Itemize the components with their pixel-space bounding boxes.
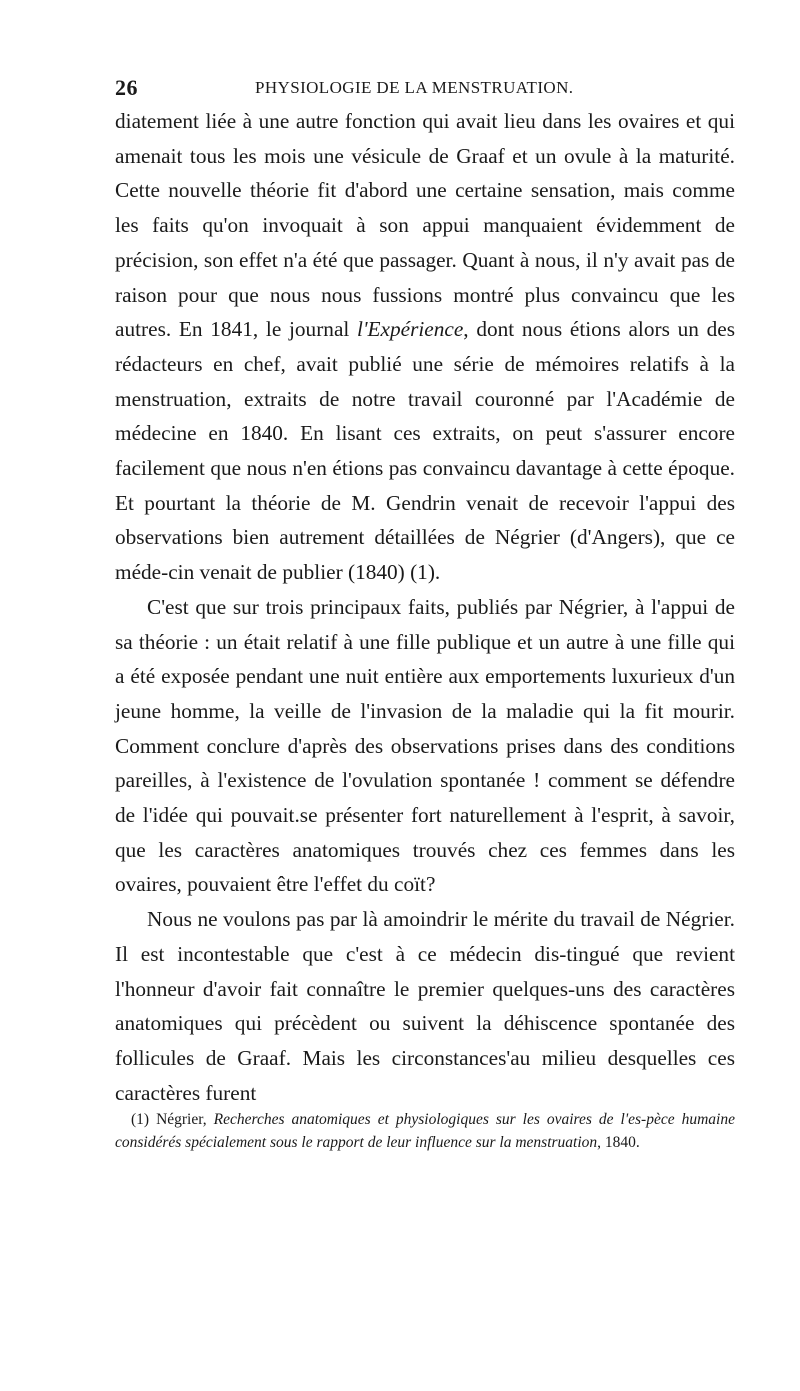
text-run: (1) Négrier, [131, 1111, 214, 1128]
italic-text: l'Expérience [357, 317, 464, 342]
text-run: C'est que sur trois principaux faits, publiés par Négrier, à l'appui de sa théorie : un était relatif à une fille publique et un autre à une fille qui a été exposée pendant une nuit entière aux emportements luxurieux d'un jeune homme, la veille de l'invasion de la maladie qui la fit mourir. Comment conclure d'après des observations prises dans des conditions pareilles, à l'existence de l'ovulation spontanée ! comment se défendre de l'idée qui pouvait.se présenter fort naturellement à l'esprit, à savoir, que les caractères anatomiques trouvés chez ces femmes dans les ovaires, pouvaient être l'effet du coït? [115, 594, 735, 897]
running-title: PHYSIOLOGIE DE LA MENSTRUATION. [255, 78, 574, 97]
paragraph-3 [115, 902, 735, 1110]
text-run: , dont nous étions alors un des rédacteurs en chef, avait publié une série de mémoires relatifs à la menstruation, extraits de notre travail couronné par l'Académie de médecine en 1840. En lisant ces extraits, on peut s'assurer encore facilement que nous n'en étions pas convaincu davantage à cette époque. Et pourtant la théorie de M. Gendrin venait de recevoir l'appui des observations bien autrement détaillées de Négrier (d'Angers), que ce méde-cin venait de publier (1840) (1). [115, 317, 735, 585]
italic-text: Recherches anatomiques et physiologiques sur les ovaires de l'es-pèce humaine considérés spécialement sous le rapport de leur influence sur la menstruation [115, 1111, 735, 1151]
footnote [115, 1108, 735, 1154]
text-run: Nous ne voulons pas par là amoindrir le mérite du travail de Négrier. Il est incontestable que c'est à ce médecin dis-tingué que revient l'honneur d'avoir fait connaître le premier quelques-uns des caractères anatomiques qui précèdent ou suivent la déhiscence spontanée des follicules de Graaf. Mais les circonstances'au milieu desquelles ces caractères furent [115, 907, 735, 1105]
footnote-text [115, 1108, 735, 1154]
text-run: diatement liée à une autre fonction qui avait lieu dans les ovaires et qui amenait tous les mois une vésicule de Graaf et un ovule à la maturité. Cette nouvelle théorie fit d'abord une certaine sensation, mais comme les faits qu'on invoquait à son appui manquaient évidemment de précision, son effet n'a été que passager. Quant à nous, il n'y avait pas de raison pour que nous nous fussions montré plus convaincu que les autres. En 1841, le journal [115, 109, 735, 342]
page-header [115, 75, 735, 103]
body-text [115, 104, 735, 1110]
paragraph-1 [115, 104, 735, 590]
text-run: , 1840. [597, 1134, 640, 1151]
paragraph-2 [115, 590, 735, 902]
page-number: 26 [115, 75, 138, 100]
